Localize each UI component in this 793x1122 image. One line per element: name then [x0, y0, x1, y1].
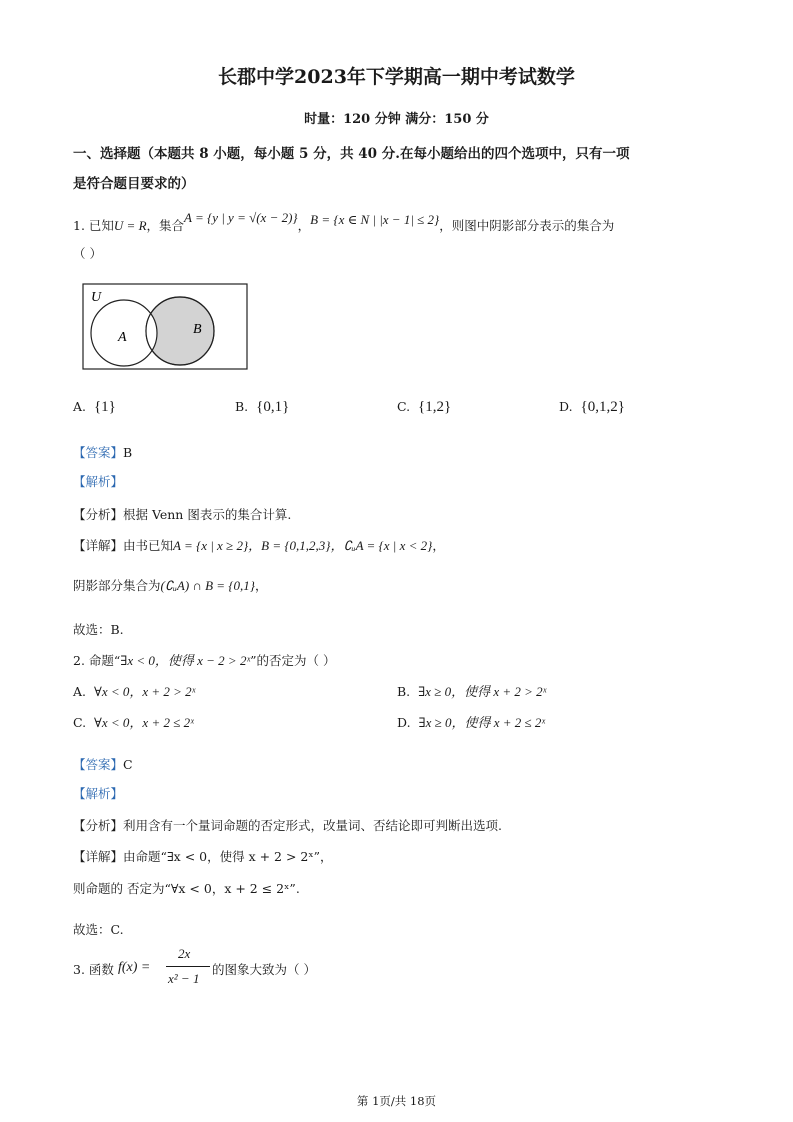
- xiangjie-prefix: 【详解】由书已知: [73, 538, 174, 553]
- q1-option-b[interactable]: [235, 399, 289, 416]
- venn-diagram: [82, 283, 248, 371]
- option-value: ∃x ≥ 0，使得 x + 2 > 2ˣ: [418, 684, 547, 699]
- q1-analysis-tag: 【解析】: [73, 474, 124, 489]
- option-letter: B.: [397, 684, 411, 699]
- q2-option-b[interactable]: [397, 681, 546, 700]
- q2-statement: ∃x < 0，使得 x − 2 > 2ˣ: [120, 653, 251, 668]
- answer-value: B: [123, 445, 133, 460]
- q2-xiangjie: 【详解】由命题“∃x < 0，使得 x + 2 > 2ˣ”，: [73, 849, 333, 864]
- option-letter: C.: [397, 399, 411, 414]
- venn-u-label: U: [91, 290, 102, 305]
- option-letter: C.: [73, 715, 87, 730]
- q1-comma: ，: [297, 218, 311, 233]
- q1-mid: ，集合: [146, 218, 185, 233]
- option-value: ∀x < 0，x + 2 ≤ 2ˣ: [94, 715, 194, 730]
- option-value: {1,2}: [418, 399, 452, 415]
- answer-tag: 【答案】: [73, 445, 124, 460]
- q2-guxuan: 故选：C.: [73, 922, 124, 937]
- q1-stem: [73, 210, 615, 234]
- q2-option-d[interactable]: [397, 712, 545, 731]
- section-heading-line1: 一、选择题（本题共 8 小题，每小题 5 分，共 40 分.在每小题给出的四个选项中，只有一项: [73, 146, 630, 162]
- q2-analysis-tag: 【解析】: [73, 786, 124, 801]
- page-title: 长郡中学2023年下学期高一期中考试数学: [218, 66, 575, 88]
- q1-set-a: A = {y | y = √(x − 2)}: [184, 210, 298, 225]
- xiangjie-math: A = {x | x ≥ 2}，B = {0,1,2,3}，∁ᵤA = {x | x < 2}: [173, 538, 433, 553]
- shadow-math: (∁ᵤA) ∩ B = {0,1}: [160, 578, 255, 593]
- q1-xiangjie: [73, 535, 445, 554]
- option-letter: D.: [559, 399, 573, 414]
- exam-info: 时量：120 分钟 满分：150 分: [304, 112, 489, 127]
- q1-fenxi: 【分析】根据 Venn 图表示的集合计算.: [73, 507, 292, 522]
- option-letter: A.: [73, 399, 87, 414]
- q3-func: f(x) =: [118, 960, 151, 975]
- q3-numerator: 2x: [178, 946, 191, 961]
- page-number: 第 1页/共 18页: [356, 1094, 437, 1108]
- q2-prefix: 2. 命题“: [73, 653, 121, 668]
- q1-prefix: 1. 已知: [73, 218, 114, 233]
- q1-shadow: [73, 576, 267, 594]
- q1-option-a[interactable]: [73, 399, 116, 416]
- shadow-end: ，: [254, 578, 268, 593]
- q3-fraction-bar: [166, 966, 210, 967]
- option-value: {1}: [93, 399, 116, 415]
- q2-answer: [73, 754, 133, 773]
- venn-a-label: A: [118, 330, 127, 345]
- q1-suffix: ，则图中阴影部分表示的集合为: [439, 218, 615, 233]
- option-value: ∀x < 0，x + 2 > 2ˣ: [93, 684, 196, 699]
- q2-negation: 则命题的 否定为“∀x < 0，x + 2 ≤ 2ˣ”.: [73, 881, 300, 896]
- q1-guxuan: 故选：B.: [73, 622, 124, 637]
- q1-paren: （ ）: [73, 246, 102, 261]
- option-value: {0,1,2}: [580, 399, 625, 415]
- q1-set-b: B = {x ∈ N | |x − 1| ≤ 2}: [310, 212, 440, 227]
- venn-b-label: B: [193, 322, 202, 337]
- q2-option-c[interactable]: [73, 712, 194, 731]
- option-letter: B.: [235, 399, 249, 414]
- option-letter: D.: [397, 715, 411, 730]
- option-letter: A.: [73, 684, 87, 699]
- answer-tag: 【答案】: [73, 757, 124, 772]
- q3-suffix: 的图象大致为（ ）: [212, 962, 316, 977]
- q2-fenxi: 【分析】利用含有一个量词命题的否定形式，改量词、否结论即可判断出选项.: [73, 818, 502, 833]
- answer-value: C: [123, 757, 133, 772]
- q3-prefix: 3. 函数: [73, 962, 114, 977]
- q2-suffix: ”的否定为（ ）: [250, 653, 336, 668]
- q1-universe: U = R: [113, 218, 147, 233]
- shadow-prefix: 阴影部分集合为: [73, 578, 161, 593]
- section-heading-line2: 是符合题目要求的）: [73, 176, 195, 192]
- q2-option-a[interactable]: [73, 681, 195, 700]
- q1-option-d[interactable]: [559, 399, 625, 416]
- q2-stem: [73, 650, 336, 669]
- option-value: {0,1}: [256, 399, 290, 415]
- q3-denominator: x² − 1: [168, 971, 200, 986]
- q1-answer: [73, 442, 132, 461]
- q1-option-c[interactable]: [397, 399, 451, 416]
- option-value: ∃x ≥ 0，使得 x + 2 ≤ 2ˣ: [418, 715, 546, 730]
- xiangjie-end: ，: [432, 538, 445, 553]
